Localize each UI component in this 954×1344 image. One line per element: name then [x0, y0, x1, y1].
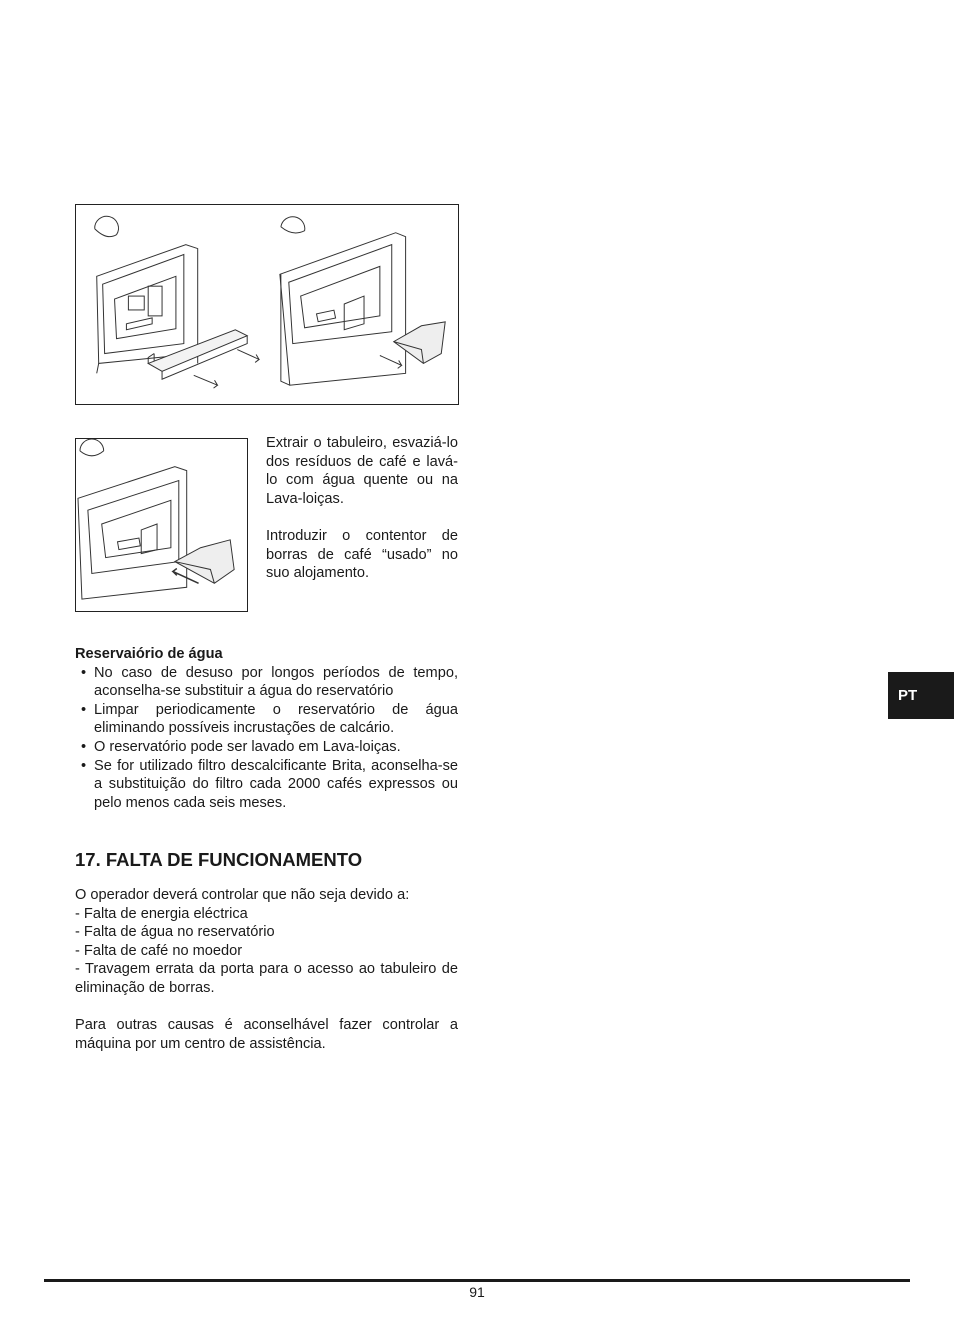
malfunction-intro: O operador deverá controlar que não seja devido a: [75, 887, 410, 903]
illustration-tray-removal [76, 205, 458, 404]
reservoir-list [75, 664, 458, 813]
list-item: • O reservatório pode ser lavado em Lava-loiças. [75, 738, 458, 757]
list-item: - Travagem errata da porta para o acesso ao tabuleiro de eliminação de borras. [75, 961, 458, 996]
malfunction-closing: Para outras causas é aconselhável fazer controlar a máquina por um centro de assistência. [75, 1017, 458, 1052]
reservoir-heading: Reservaiório de água [75, 646, 223, 662]
language-tab [888, 672, 954, 719]
list-item: - Falta de água no reservatório [75, 924, 275, 941]
figure-tray-removal [75, 204, 459, 405]
page-number: 91 [469, 1284, 485, 1300]
list-item: - Falta de café no moedor [75, 942, 243, 959]
list-item: • Limpar periodicamente o reservatório de água eliminando possíveis incrustações de calcário. [75, 701, 458, 738]
figure-container-insert [75, 438, 248, 612]
instruction-extract-tray: Extrair o tabuleiro, esvaziá-lo dos resíduos de café e lavá-lo com água quente ou na Lava-loiças. [266, 435, 458, 507]
section-title: 17. FALTA DE FUNCIONAMENTO [75, 849, 363, 870]
list-item: • No caso de desuso por longos períodos de tempo, aconselha-se substituir a água do reservatório [75, 664, 458, 701]
knob-shape [95, 216, 119, 236]
instruction-insert-container: Introduzir o contentor de borras de café “usado” no suo alojamento. [266, 527, 458, 582]
language-tab-label: PT [898, 687, 918, 704]
reservoir-section [75, 645, 458, 812]
footer-divider [44, 1279, 910, 1282]
list-item: • Se for utilizado filtro descalcificante Brita, aconselha-se a substituição do filtro cada 2000 cafés expressos ou pelo menos cada seis meses. [75, 757, 458, 813]
list-item: - Falta de energia eléctrica [75, 905, 248, 922]
illustration-container-insert [76, 439, 247, 611]
spacer [75, 998, 458, 1017]
side-instructions [266, 434, 458, 601]
malfunction-section [75, 849, 458, 1053]
